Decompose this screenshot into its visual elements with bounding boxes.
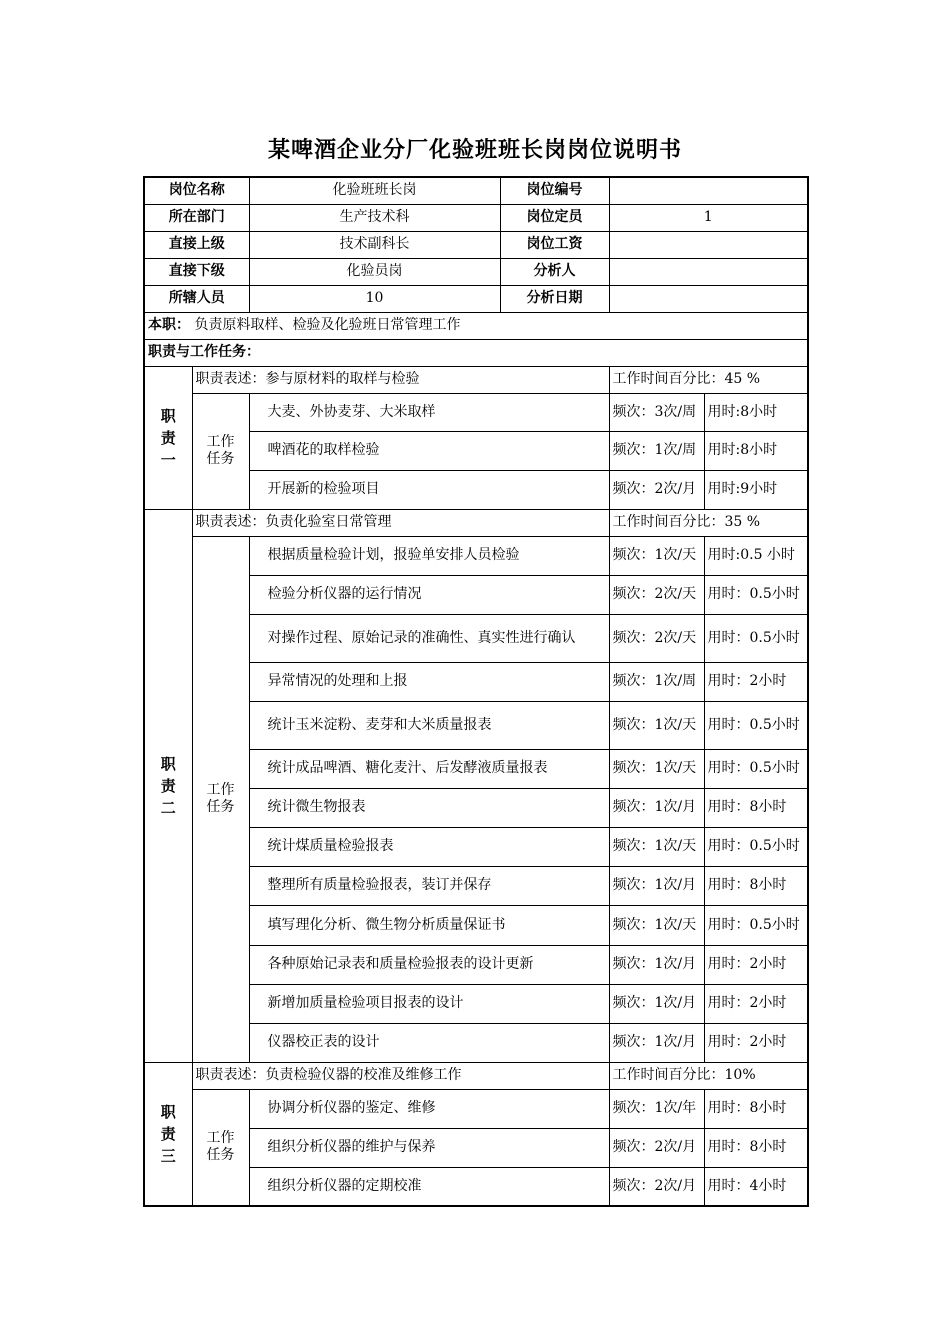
task-frequency: 频次：1次/天: [609, 701, 704, 749]
task-text: 统计煤质量检验报表: [249, 827, 609, 866]
duty-name-text: 职 责 二: [160, 754, 176, 817]
task-time: 用时：2小时: [704, 945, 808, 984]
task-frequency: 频次：1次/月: [609, 788, 704, 827]
task-text: 协调分析仪器的鉴定、维修: [249, 1089, 609, 1128]
info-label: 岗位定员: [500, 204, 609, 231]
work-task-label: 工作 任务: [192, 393, 249, 509]
task-frequency: 频次：1次/天: [609, 749, 704, 788]
info-row: [144, 231, 808, 258]
info-label: 所在部门: [144, 204, 249, 231]
duty-desc-row: [144, 509, 808, 536]
task-text: 异常情况的处理和上报: [249, 662, 609, 701]
info-label: 所辖人员: [144, 285, 249, 312]
task-frequency: 频次：1次/月: [609, 945, 704, 984]
task-frequency: 频次：1次/天: [609, 827, 704, 866]
info-label: 分析日期: [500, 285, 609, 312]
time-percentage: 工作时间百分比：35 %: [609, 509, 808, 536]
task-text: 统计玉米淀粉、麦芽和大米质量报表: [249, 701, 609, 749]
task-time: 用时：2小时: [704, 984, 808, 1023]
duty-description: 职责表述：负责化验室日常管理: [192, 509, 609, 536]
work-task-label: 工作 任务: [192, 536, 249, 1062]
info-value: 技术副科长: [249, 231, 500, 258]
task-frequency: 频次：1次/天: [609, 905, 704, 945]
task-text: 统计微生物报表: [249, 788, 609, 827]
task-frequency: 频次：1次/月: [609, 984, 704, 1023]
duty-name-text: 职 责 一: [160, 406, 176, 469]
task-text: 仪器校正表的设计: [249, 1023, 609, 1062]
info-label: 岗位名称: [144, 177, 249, 204]
task-time: 用时：2小时: [704, 662, 808, 701]
info-label: 岗位编号: [500, 177, 609, 204]
time-percentage: 工作时间百分比：45 %: [609, 366, 808, 393]
task-time: 用时:8小时: [704, 393, 808, 431]
task-frequency: 频次：1次/年: [609, 1089, 704, 1128]
task-text: 组织分析仪器的维护与保养: [249, 1128, 609, 1167]
duty-name: [144, 509, 192, 1062]
info-value: 10: [249, 285, 500, 312]
duty-desc-row: [144, 1062, 808, 1089]
task-time: 用时：8小时: [704, 1089, 808, 1128]
task-time: 用时：8小时: [704, 1128, 808, 1167]
task-time: 用时：8小时: [704, 866, 808, 905]
info-label: 直接下级: [144, 258, 249, 285]
task-text: 检验分析仪器的运行情况: [249, 575, 609, 614]
task-frequency: 频次：2次/月: [609, 1167, 704, 1206]
task-frequency: 频次：1次/月: [609, 866, 704, 905]
info-value: [609, 258, 808, 285]
task-frequency: 频次：2次/月: [609, 1128, 704, 1167]
info-value: [609, 285, 808, 312]
task-frequency: 频次：2次/月: [609, 470, 704, 509]
duty-name-text: 职 责 三: [160, 1102, 176, 1165]
info-row: [144, 177, 808, 204]
task-time: 用时：0.5小时: [704, 701, 808, 749]
task-time: 用时：0.5小时: [704, 905, 808, 945]
duty-summary: [144, 312, 808, 339]
task-text: 开展新的检验项目: [249, 470, 609, 509]
task-text: 统计成品啤酒、糖化麦汁、后发酵液质量报表: [249, 749, 609, 788]
duty-desc-row: [144, 366, 808, 393]
task-text: 填写理化分析、微生物分析质量保证书: [249, 905, 609, 945]
task-time: 用时:8小时: [704, 431, 808, 470]
task-time: 用时：0.5小时: [704, 614, 808, 662]
info-value: 化验班班长岗: [249, 177, 500, 204]
task-frequency: 频次：1次/周: [609, 431, 704, 470]
task-time: 用时：8小时: [704, 788, 808, 827]
info-value: 生产技术科: [249, 204, 500, 231]
task-text: 啤酒花的取样检验: [249, 431, 609, 470]
duty-name: [144, 1062, 192, 1206]
duty-name: [144, 366, 192, 509]
task-text: 各种原始记录表和质量检验报表的设计更新: [249, 945, 609, 984]
task-text: 根据质量检验计划，报验单安排人员检验: [249, 536, 609, 575]
task-frequency: 频次：1次/月: [609, 1023, 704, 1062]
info-row: [144, 285, 808, 312]
task-frequency: 频次：1次/周: [609, 662, 704, 701]
task-frequency: 频次：1次/天: [609, 536, 704, 575]
task-text: 新增加质量检验项目报表的设计: [249, 984, 609, 1023]
task-time: 用时：0.5小时: [704, 827, 808, 866]
time-percentage: 工作时间百分比：10%: [609, 1062, 808, 1089]
task-text: 整理所有质量检验报表，装订并保存: [249, 866, 609, 905]
job-description-table: [143, 176, 809, 1207]
duty-description: 职责表述：参与原材料的取样与检验: [192, 366, 609, 393]
task-frequency: 频次：2次/天: [609, 614, 704, 662]
task-row: [144, 393, 808, 431]
info-value: [609, 231, 808, 258]
info-label: 岗位工资: [500, 231, 609, 258]
task-text: 对操作过程、原始记录的准确性、真实性进行确认: [249, 614, 609, 662]
task-frequency: 频次：3次/周: [609, 393, 704, 431]
info-row: [144, 258, 808, 285]
task-row: [144, 536, 808, 575]
tasks-header: 职责与工作任务：: [144, 339, 808, 366]
info-value: 1: [609, 204, 808, 231]
duty-description: 职责表述：负责检验仪器的校准及维修工作: [192, 1062, 609, 1089]
task-time: 用时:9小时: [704, 470, 808, 509]
task-time: 用时：2小时: [704, 1023, 808, 1062]
task-time: 用时：0.5小时: [704, 575, 808, 614]
task-frequency: 频次：2次/天: [609, 575, 704, 614]
duty-label: 本职：: [148, 317, 190, 333]
task-row: [144, 1089, 808, 1128]
info-value: [609, 177, 808, 204]
task-time: 用时:0.5 小时: [704, 536, 808, 575]
info-label: 分析人: [500, 258, 609, 285]
task-text: 组织分析仪器的定期校准: [249, 1167, 609, 1206]
work-task-label: 工作 任务: [192, 1089, 249, 1206]
info-value: 化验员岗: [249, 258, 500, 285]
duty-text: 负责原料取样、检验及化验班日常管理工作: [190, 317, 461, 333]
info-label: 直接上级: [144, 231, 249, 258]
task-time: 用时：4小时: [704, 1167, 808, 1206]
info-row: [144, 204, 808, 231]
document-title: 某啤酒企业分厂化验班班长岗岗位说明书: [267, 138, 682, 163]
task-text: 大麦、外协麦芽、大米取样: [249, 393, 609, 431]
task-time: 用时：0.5小时: [704, 749, 808, 788]
